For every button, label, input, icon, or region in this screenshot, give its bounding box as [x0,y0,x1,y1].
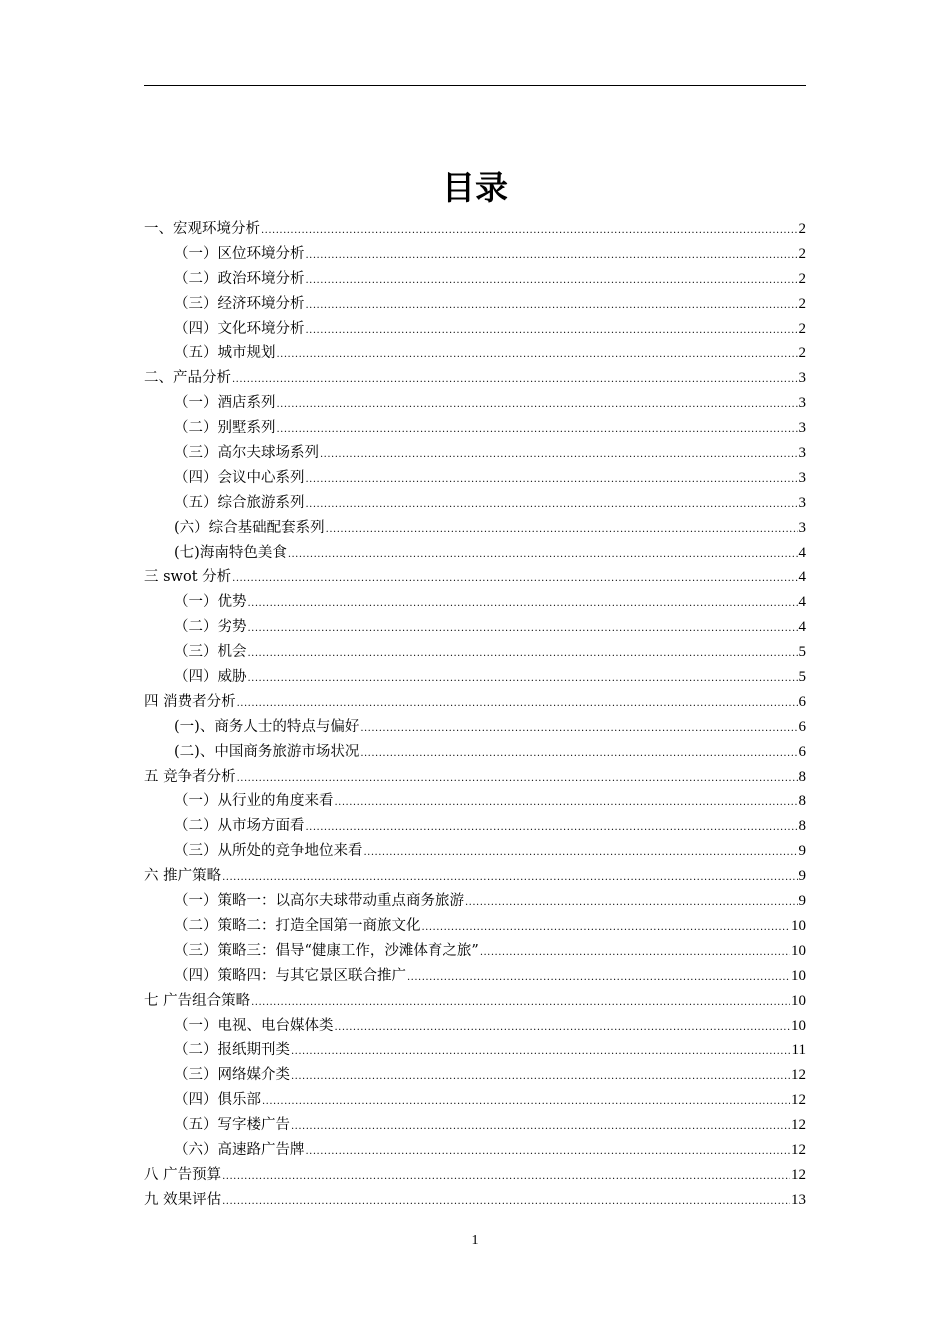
toc-leader-dots [480,948,790,958]
toc-leader-dots [291,1072,790,1082]
toc-leader-dots [306,301,798,311]
toc-entry-page: 6 [798,718,806,735]
toc-entry[interactable] [144,939,806,964]
toc-entry-text: (六）综合基础配套系列 [174,519,325,536]
toc-entry[interactable] [144,565,806,590]
toc-entry[interactable] [144,541,806,566]
toc-leader-dots [237,774,798,784]
toc-entry-page: 4 [798,594,806,611]
toc-entry-page: 3 [798,469,806,486]
toc-entry[interactable] [144,864,806,889]
toc-entry-text: （四）俱乐部 [174,1092,261,1109]
toc-entry-page: 2 [798,320,806,337]
toc-entry-text: (二)、中国商务旅游市场状况 [174,743,360,760]
toc-leader-dots [277,350,798,360]
toc-entry-page: 8 [798,793,806,810]
toc-entry-text: 九 效果评估 [144,1191,222,1208]
toc-entry[interactable] [144,989,806,1014]
toc-entry[interactable] [144,1138,806,1163]
toc-entry-text: （二）劣势 [174,619,247,636]
toc-entry[interactable] [144,740,806,765]
toc-entry-text: （一）区位环境分析 [174,245,305,262]
toc-entry[interactable] [144,839,806,864]
toc-entry-page: 5 [798,669,806,686]
toc-entry[interactable] [144,366,806,391]
toc-entry-text: （一）从行业的角度来看 [174,793,334,810]
toc-entry-text: 四 消费者分析 [144,693,236,710]
toc-entry-text: 六 推广策略 [144,868,222,885]
toc-entry[interactable] [144,341,806,366]
toc-entry[interactable] [144,516,806,541]
toc-leader-dots [262,1097,790,1107]
toc-entry-page: 2 [798,270,806,287]
toc-entry-text: （三）网络媒介类 [174,1067,290,1084]
toc-entry[interactable] [144,391,806,416]
toc-entry-text: （三）从所处的竞争地位来看 [174,843,363,860]
toc-entry-page: 10 [791,967,806,984]
toc-leader-dots [232,375,798,385]
toc-entry-text: 二、产品分析 [144,370,231,387]
toc-entry-page: 2 [798,295,806,312]
toc-entry-text: 八 广告预算 [144,1166,222,1183]
toc-leader-dots [248,599,798,609]
toc-entry-page: 12 [791,1141,806,1158]
toc-entry-text: （五）城市规划 [174,345,276,362]
toc-leader-dots [251,998,790,1008]
toc-entry-page: 9 [798,893,806,910]
toc-entry-page: 9 [798,868,806,885]
toc-entry[interactable] [144,914,806,939]
toc-entry-page: 3 [798,494,806,511]
toc-entry-text: （三）策略三：倡导“健康工作，沙滩体育之旅” [174,942,479,959]
toc-entry-page: 10 [791,1017,806,1034]
toc-entry[interactable] [144,715,806,740]
toc-leader-dots [326,525,798,535]
toc-leader-dots [465,898,798,908]
toc-entry-page: 12 [791,1117,806,1134]
toc-leader-dots [364,848,798,858]
toc-entry-page: 2 [798,245,806,262]
toc-leader-dots [277,425,798,435]
toc-entry-text: （一）酒店系列 [174,395,276,412]
toc-entry-page: 8 [798,818,806,835]
toc-entry[interactable] [144,1038,806,1063]
toc-leader-dots [422,923,791,933]
toc-entry-page: 2 [798,345,806,362]
toc-entry-text: (一)、商务人士的特点与偏好 [174,718,360,735]
toc-entry[interactable] [144,1163,806,1188]
toc-leader-dots [277,400,798,410]
toc-entry-text: （五）综合旅游系列 [174,494,305,511]
toc-entry-page: 6 [798,743,806,760]
toc-leader-dots [306,500,798,510]
toc-entry[interactable] [144,1113,806,1138]
toc-entry-text: （四）威胁 [174,669,247,686]
toc-entry-text: （三）经济环境分析 [174,295,305,312]
toc-entry-text: （二）政治环境分析 [174,270,305,287]
toc-leader-dots [306,1147,791,1157]
toc-entry-text: 一、宏观环境分析 [144,221,260,237]
toc-leader-dots [288,550,798,560]
toc-entry[interactable] [144,665,806,690]
toc-entry[interactable] [144,1014,806,1039]
toc-list [144,217,806,1213]
toc-entry-text: （一）策略一：以高尔夫球带动重点商务旅游 [174,893,464,910]
toc-leader-dots [248,674,798,684]
toc-entry-page: 10 [791,942,806,959]
toc-entry[interactable] [144,491,806,516]
toc-entry[interactable] [144,242,806,267]
toc-entry[interactable] [144,640,806,665]
toc-entry-page: 5 [798,644,806,661]
toc-entry[interactable] [144,1188,806,1213]
toc-entry-text: （三）高尔夫球场系列 [174,445,319,462]
toc-entry-page: 12 [791,1166,806,1183]
toc-entry[interactable] [144,466,806,491]
toc-leader-dots [291,1122,790,1132]
toc-entry[interactable] [144,267,806,292]
toc-entry-page: 6 [798,693,806,710]
toc-entry-text: （二）从市场方面看 [174,818,305,835]
toc-entry[interactable] [144,1063,806,1088]
toc-leader-dots [248,649,798,659]
toc-entry-page: 13 [791,1191,806,1208]
toc-entry-page: 11 [791,1042,806,1059]
page-number: 1 [471,1233,479,1248]
toc-entry-page: 3 [798,445,806,462]
toc-entry-text: 七 广告组合策略 [144,992,251,1009]
toc-entry-text: （三）机会 [174,644,247,661]
toc-entry-page: 4 [798,569,806,586]
toc-entry[interactable] [144,765,806,790]
toc-entry[interactable] [144,317,806,342]
toc-leader-dots [261,226,798,236]
toc-entry[interactable] [144,964,806,989]
toc-leader-dots [232,574,797,584]
toc-entry-text: （四）策略四：与其它景区联合推广 [174,967,406,984]
toc-leader-dots [222,1172,790,1182]
toc-entry-page: 3 [798,420,806,437]
toc-leader-dots [306,823,798,833]
toc-leader-dots [248,624,798,634]
toc-entry-text: （四）会议中心系列 [174,469,305,486]
toc-entry[interactable] [144,690,806,715]
toc-entry-text: （一）优势 [174,594,247,611]
toc-leader-dots [360,724,797,734]
toc-entry[interactable] [144,789,806,814]
toc-entry-text: (七)海南特色美食 [174,544,287,561]
toc-leader-dots [320,450,798,460]
toc-leader-dots [306,276,798,286]
toc-entry-text: 三 swot 分析 [144,569,232,586]
toc-leader-dots [335,1023,791,1033]
toc-leader-dots [306,475,798,485]
toc-leader-dots [222,873,797,883]
toc-entry[interactable] [144,615,806,640]
toc-entry-text: （五）写字楼广告 [174,1117,290,1134]
toc-entry[interactable] [144,1088,806,1113]
toc-entry-text: （四）文化环境分析 [174,320,305,337]
toc-entry[interactable] [144,441,806,466]
toc-leader-dots [291,1047,791,1057]
toc-entry-page: 2 [798,221,806,237]
toc-entry-page: 9 [798,843,806,860]
toc-entry[interactable] [144,814,806,839]
toc-entry[interactable] [144,416,806,441]
toc-leader-dots [407,973,790,983]
toc-entry-text: （二）策略二：打造全国第一商旅文化 [174,917,421,934]
toc-entry-page: 10 [791,917,806,934]
toc-leader-dots [237,699,798,709]
toc-leader-dots [306,251,798,261]
toc-leader-dots [360,749,797,759]
toc-entry-text: （二）别墅系列 [174,420,276,437]
toc-entry-page: 3 [798,519,806,536]
toc-leader-dots [306,326,798,336]
toc-entry-page: 4 [798,544,806,561]
toc-entry-page: 3 [798,395,806,412]
toc-entry-page: 3 [798,370,806,387]
toc-entry-text: （二）报纸期刊类 [174,1042,290,1059]
toc-entry[interactable] [144,590,806,615]
toc-leader-dots [222,1197,790,1207]
toc-entry-text: （一）电视、电台媒体类 [174,1017,334,1034]
toc-entry-page: 10 [791,992,806,1009]
toc-entry-page: 4 [798,619,806,636]
toc-entry-text: 五 竞争者分析 [144,768,236,785]
toc-entry-text: （六）高速路广告牌 [174,1141,305,1158]
header-rule [144,85,806,86]
toc-entry[interactable] [144,889,806,914]
toc-entry-page: 12 [791,1092,806,1109]
toc-title: 目录 [442,168,508,207]
toc-entry[interactable] [144,292,806,317]
toc-entry-page: 12 [791,1067,806,1084]
toc-leader-dots [335,798,798,808]
toc-entry-page: 8 [798,768,806,785]
toc-entry[interactable] [144,217,806,242]
